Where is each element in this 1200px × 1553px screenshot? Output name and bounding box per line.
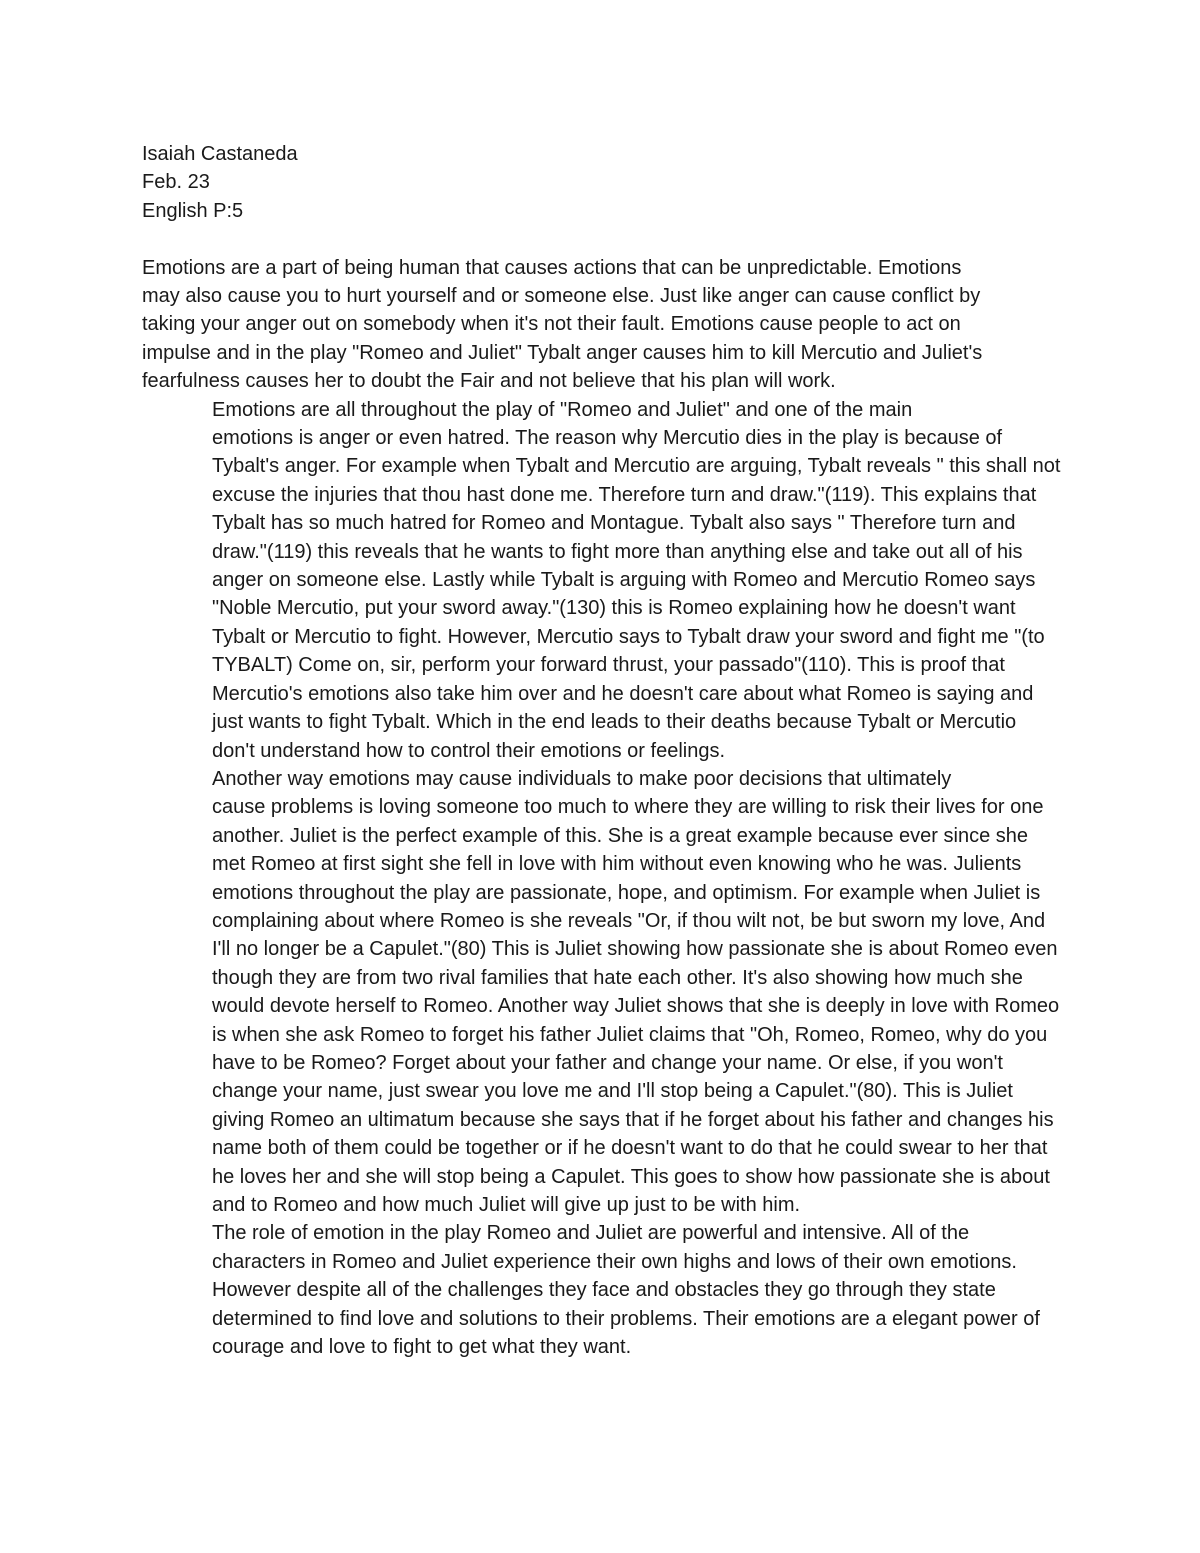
essay-paragraphs	[142, 254, 1062, 1362]
paragraph-1	[142, 254, 1062, 396]
text-line: impulse and in the play "Romeo and Juliet" Tybalt anger causes him to kill Mercutio and Juliet's	[142, 341, 983, 364]
text-line: excuse the injuries that thou hast done me. Therefore turn and draw."(119). This explains that	[212, 483, 1037, 506]
text-line: though they are from two rival families that hate each other. It's also showing how much she	[212, 966, 1023, 989]
essay-date: Feb. 23	[142, 171, 210, 194]
class-period: English P:5	[142, 199, 244, 222]
text-line: courage and love to fight to get what they want.	[212, 1336, 632, 1359]
text-line: "Noble Mercutio, put your sword away."(130) this is Romeo explaining how he doesn't want	[212, 597, 1016, 620]
text-line: anger on someone else. Lastly while Tybalt is arguing with Romeo and Mercutio Romeo says	[212, 569, 1036, 592]
text-line: Tybalt's anger. For example when Tybalt and Mercutio are arguing, Tybalt reveals " this shall not	[212, 455, 1061, 478]
text-line: may also cause you to hurt yourself and or someone else. Just like anger can cause conflict by	[142, 285, 981, 308]
text-line: just wants to fight Tybalt. Which in the end leads to their deaths because Tybalt or Mercutio	[212, 711, 1017, 734]
text-line: emotions throughout the play are passionate, hope, and optimism. For example when Juliet is	[212, 881, 1041, 904]
text-line: Mercutio's emotions also take him over and he doesn't care about what Romeo is saying and	[212, 682, 1034, 705]
paragraph-3	[142, 765, 1062, 1220]
text-line: have to be Romeo? Forget about your father and change your name. Or else, if you won't	[212, 1051, 1003, 1074]
text-line: determined to find love and solutions to their problems. Their emotions are a elegant power of	[212, 1307, 1040, 1330]
header-spacer	[142, 225, 1062, 253]
author-name: Isaiah Castaneda	[142, 143, 298, 165]
text-line: don't understand how to control their emotions or feelings.	[212, 739, 726, 762]
text-line: met Romeo at first sight she fell in love with him without even knowing who he was. Julients	[212, 853, 1022, 876]
text-line: fearfulness causes her to doubt the Fair and not believe that his plan will work.	[142, 370, 836, 393]
paragraph-2	[142, 396, 1062, 765]
text-line: another. Juliet is the perfect example of this. She is a great example because ever since she	[212, 824, 1029, 847]
text-line: change your name, just swear you love me and I'll stop being a Capulet."(80). This is Juliet	[212, 1080, 1013, 1103]
text-line: he loves her and she will stop being a Capulet. This goes to show how passionate she is about	[212, 1165, 1050, 1188]
text-line: complaining about where Romeo is she reveals "Or, if thou wilt not, be but sworn my love, And	[212, 909, 1046, 932]
text-line: I'll no longer be a Capulet."(80) This is Juliet showing how passionate she is about Romeo even	[212, 938, 1058, 961]
text-line: giving Romeo an ultimatum because she says that if he forget about his father and changes his	[212, 1108, 1054, 1131]
text-line: draw."(119) this reveals that he wants to fight more than anything else and take out all of his	[212, 540, 1023, 563]
text-line: Tybalt or Mercutio to fight. However, Mercutio says to Tybalt draw your sword and fight me "(to	[212, 625, 1045, 648]
text-line: The role of emotion in the play Romeo and Juliet are powerful and intensive. All of the	[212, 1222, 970, 1245]
essay-body	[142, 140, 1062, 1361]
text-line: is when she ask Romeo to forget his father Juliet claims that "Oh, Romeo, Romeo, why do you	[212, 1023, 1048, 1046]
text-line: However despite all of the challenges they face and obstacles they go through they state	[212, 1279, 996, 1302]
text-line: cause problems is loving someone too much to where they are willing to risk their lives for one	[212, 796, 1044, 819]
text-line: Emotions are all throughout the play of "Romeo and Juliet" and one of the main	[212, 398, 913, 421]
text-line: Emotions are a part of being human that causes actions that can be unpredictable. Emotions	[142, 256, 962, 279]
text-line: emotions is anger or even hatred. The reason why Mercutio dies in the play is because of	[212, 427, 1003, 450]
text-line: and to Romeo and how much Juliet will give up just to be with him.	[212, 1194, 801, 1217]
text-line: Another way emotions may cause individuals to make poor decisions that ultimately	[212, 767, 952, 790]
text-line: Tybalt has so much hatred for Romeo and Montague. Tybalt also says " Therefore turn and	[212, 512, 1016, 535]
text-line: would devote herself to Romeo. Another way Juliet shows that she is deeply in love with Romeo	[212, 995, 1060, 1018]
text-line: taking your anger out on somebody when it's not their fault. Emotions cause people to act on	[142, 313, 961, 336]
paragraph-4	[142, 1219, 1062, 1361]
text-line: name both of them could be together or if he doesn't want to do that he could swear to her that	[212, 1137, 1048, 1160]
text-line: TYBALT) Come on, sir, perform your forward thrust, your passado"(110). This is proof that	[212, 654, 1005, 677]
text-line: characters in Romeo and Juliet experience their own highs and lows of their own emotions.	[212, 1250, 1017, 1273]
